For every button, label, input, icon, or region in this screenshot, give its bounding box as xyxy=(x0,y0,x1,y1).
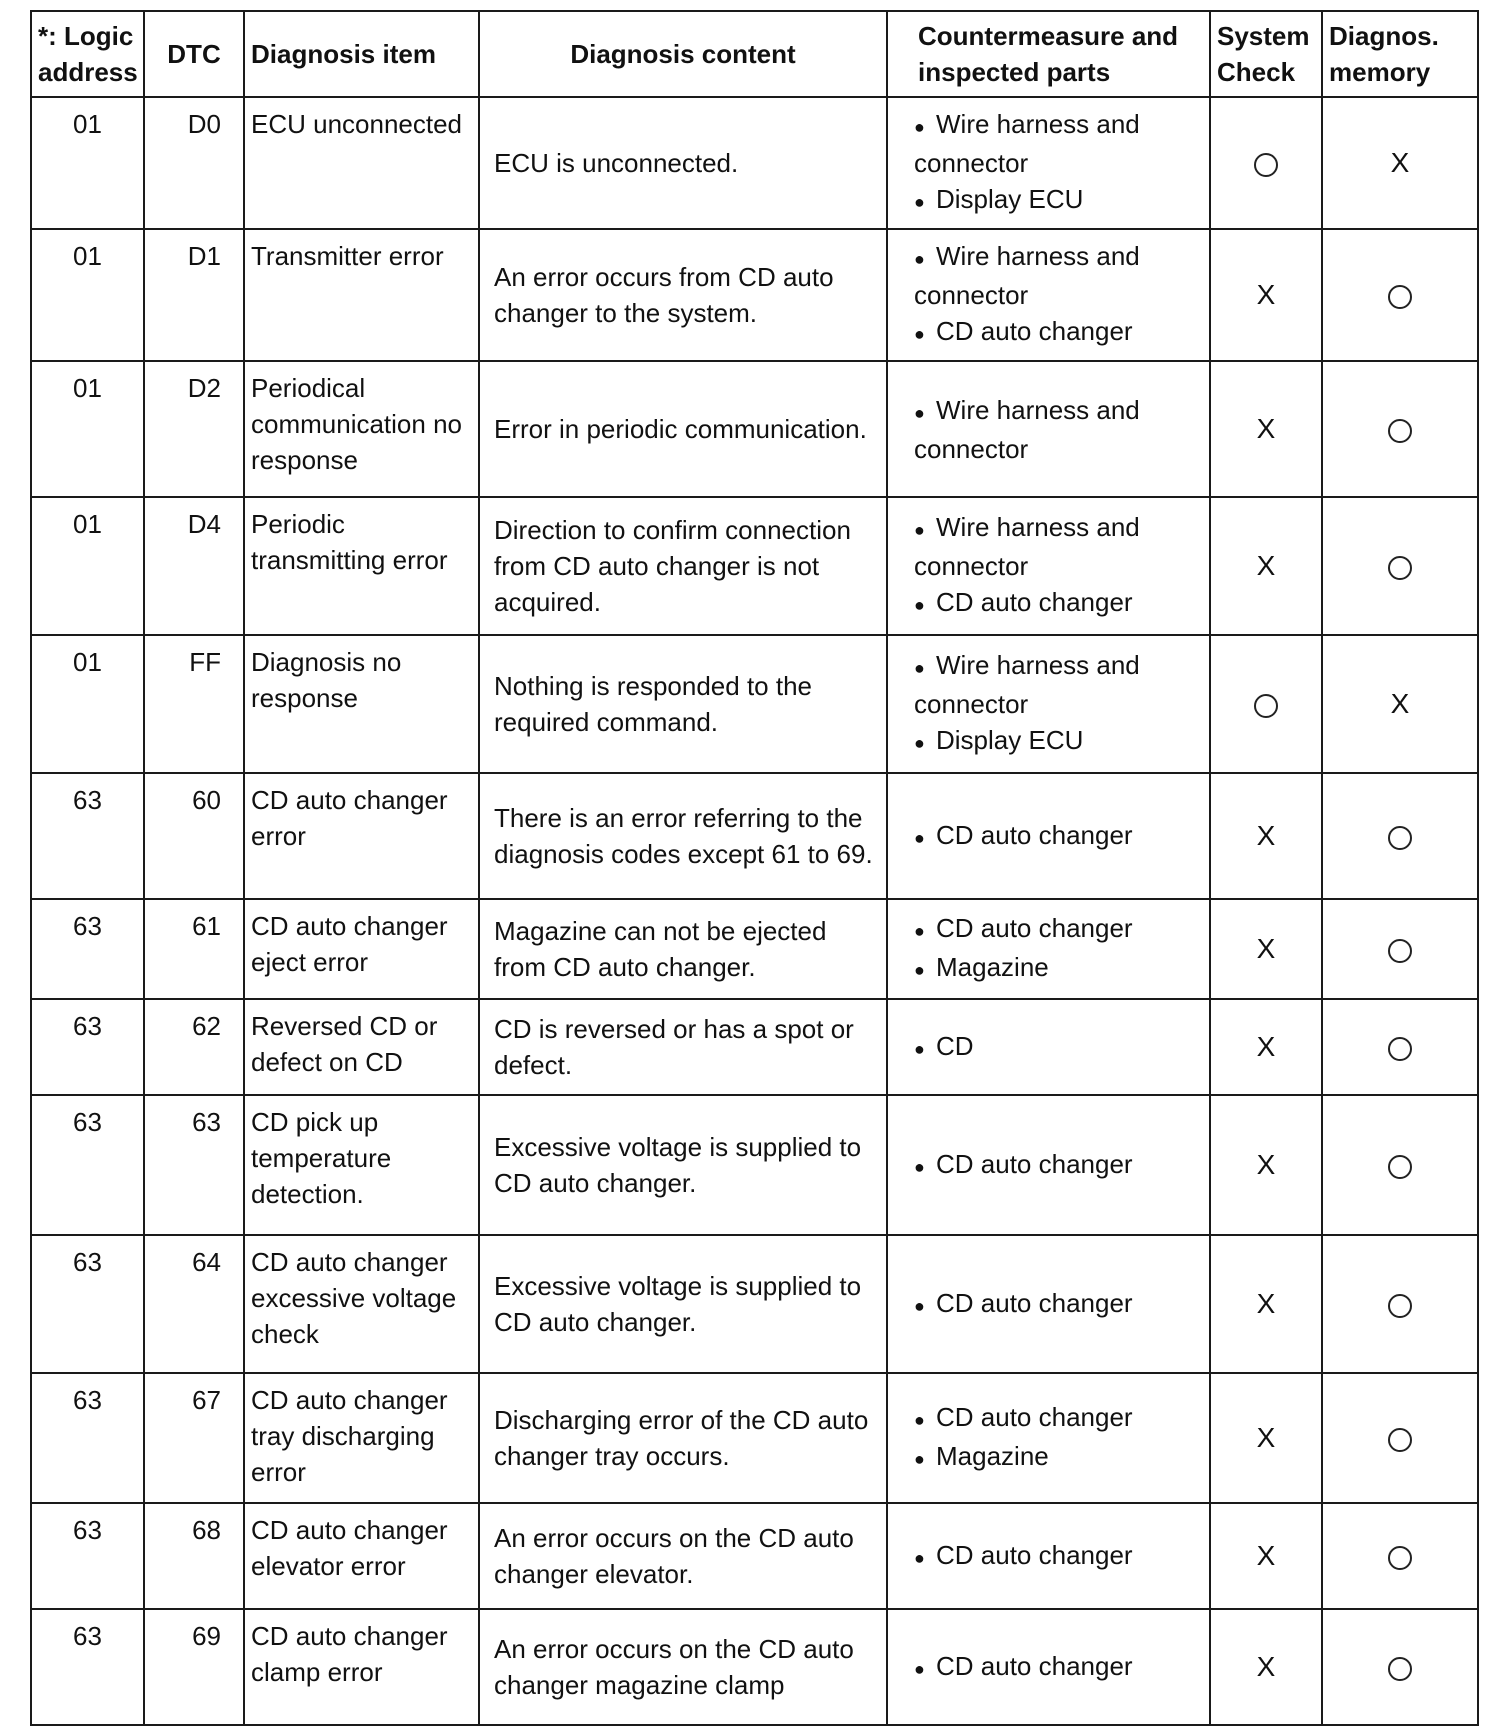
header-system-check: System Check xyxy=(1210,11,1322,97)
circle-mark-icon xyxy=(1388,1294,1412,1318)
bullet-icon: ● xyxy=(914,1156,925,1177)
table-row xyxy=(31,899,1478,999)
table-row xyxy=(31,229,1478,361)
countermeasure-text: CD auto changer xyxy=(936,1539,1133,1570)
x-mark: X xyxy=(1256,550,1276,581)
countermeasure-text: CD auto changer xyxy=(936,316,1133,346)
countermeasure-cell xyxy=(887,497,1210,635)
bullet-icon: ● xyxy=(914,1410,925,1430)
x-mark: X xyxy=(1256,279,1276,310)
countermeasure-item xyxy=(914,584,1209,623)
table-row xyxy=(31,773,1478,899)
bullet-icon: ● xyxy=(914,921,925,941)
system-check-cell xyxy=(1210,899,1322,999)
x-mark: X xyxy=(1256,1422,1276,1453)
circle-mark-icon xyxy=(1388,1155,1412,1179)
system-check-cell xyxy=(1210,1095,1322,1235)
bullet-icon: ● xyxy=(914,827,925,848)
x-mark: X xyxy=(1256,1149,1276,1180)
diagnosis-item-cell: Periodic transmitting error xyxy=(244,497,479,635)
table-row xyxy=(31,1095,1478,1235)
x-mark: X xyxy=(1256,1288,1276,1319)
bullet-icon: ● xyxy=(914,595,925,615)
system-check-cell xyxy=(1210,497,1322,635)
bullet-icon: ● xyxy=(914,1449,925,1469)
diagnosis-item-cell: Periodical communication no response xyxy=(244,361,479,497)
diagnosis-content-cell: An error occurs on the CD auto changer magazine clamp xyxy=(479,1609,887,1725)
x-mark: X xyxy=(1256,1540,1276,1571)
countermeasure-cell xyxy=(887,1373,1210,1503)
header-countermeasure: Countermeasure and inspected parts xyxy=(887,11,1210,97)
circle-mark-icon xyxy=(1388,419,1412,443)
countermeasure-text: Magazine xyxy=(936,1441,1049,1471)
system-check-cell xyxy=(1210,773,1322,899)
diagnosis-content-cell: CD is reversed or has a spot or defect. xyxy=(479,999,887,1095)
countermeasure-item xyxy=(914,313,1209,352)
diagnosis-item-cell: CD auto changer elevator error xyxy=(244,1503,479,1609)
circle-mark-icon xyxy=(1388,1657,1412,1681)
countermeasure-text: Wire harness and connector xyxy=(914,650,1140,719)
system-check-cell xyxy=(1210,1609,1322,1725)
dtc-cell: FF xyxy=(144,635,244,773)
bullet-icon: ● xyxy=(914,733,925,753)
diagnosis-item-cell: CD auto changer eject error xyxy=(244,899,479,999)
bullet-icon: ● xyxy=(914,192,925,212)
diagnosis-item-cell: CD auto changer tray discharging error xyxy=(244,1373,479,1503)
countermeasure-text: CD auto changer xyxy=(936,587,1133,617)
diagnosis-content-cell: Excessive voltage is supplied to CD auto changer. xyxy=(479,1095,887,1235)
dtc-cell: 69 xyxy=(144,1609,244,1725)
dtc-cell: D2 xyxy=(144,361,244,497)
countermeasure-cell xyxy=(887,635,1210,773)
countermeasure-text: Display ECU xyxy=(936,725,1084,755)
diagnos-memory-cell xyxy=(1322,97,1478,229)
countermeasure-text: Wire harness and connector xyxy=(914,241,1140,310)
bullet-icon: ● xyxy=(914,520,925,540)
dtc-cell: 61 xyxy=(144,899,244,999)
table-row xyxy=(31,97,1478,229)
circle-mark-icon xyxy=(1388,939,1412,963)
countermeasure-item xyxy=(914,910,1209,949)
logic-address-cell: 63 xyxy=(31,899,144,999)
bullet-icon: ● xyxy=(914,249,925,269)
countermeasure-item xyxy=(914,1648,1209,1687)
circle-mark-icon xyxy=(1388,1546,1412,1570)
table-row xyxy=(31,1503,1478,1609)
circle-mark-icon xyxy=(1388,285,1412,309)
logic-address-cell: 63 xyxy=(31,999,144,1095)
countermeasure-text: Wire harness and connector xyxy=(914,394,1140,464)
table-row xyxy=(31,1609,1478,1725)
countermeasure-cell xyxy=(887,1503,1210,1609)
diagnosis-item-cell: CD auto changer clamp error xyxy=(244,1609,479,1725)
diagnosis-item-cell: CD auto changer excessive voltage check xyxy=(244,1235,479,1373)
system-check-cell xyxy=(1210,1235,1322,1373)
countermeasure-text: Wire harness and connector xyxy=(914,109,1140,178)
diagnosis-content-cell: Excessive voltage is supplied to CD auto changer. xyxy=(479,1235,887,1373)
countermeasure-item xyxy=(914,181,1209,220)
table-body xyxy=(31,97,1478,1725)
countermeasure-item xyxy=(914,949,1209,988)
dtc-cell: 62 xyxy=(144,999,244,1095)
table-header-row xyxy=(31,11,1478,97)
dtc-cell: 67 xyxy=(144,1373,244,1503)
countermeasure-cell xyxy=(887,229,1210,361)
table-row xyxy=(31,1373,1478,1503)
system-check-cell xyxy=(1210,635,1322,773)
diagnos-memory-cell xyxy=(1322,1235,1478,1373)
countermeasure-cell xyxy=(887,1235,1210,1373)
system-check-cell xyxy=(1210,97,1322,229)
diagnos-memory-cell xyxy=(1322,1609,1478,1725)
diagnosis-content-cell: An error occurs on the CD auto changer elevator. xyxy=(479,1503,887,1609)
x-mark: X xyxy=(1256,1651,1276,1682)
diagnosis-content-cell: ECU is unconnected. xyxy=(479,97,887,229)
diagnos-memory-cell xyxy=(1322,635,1478,773)
countermeasure-item xyxy=(914,509,1209,584)
countermeasure-text: Wire harness and connector xyxy=(914,512,1140,581)
dtc-cell: 60 xyxy=(144,773,244,899)
bullet-icon: ● xyxy=(914,117,925,137)
dtc-cell: D4 xyxy=(144,497,244,635)
countermeasure-text: CD auto changer xyxy=(936,913,1133,943)
x-mark: X xyxy=(1256,820,1276,851)
diagnosis-content-cell: Magazine can not be ejected from CD auto changer. xyxy=(479,899,887,999)
table-row xyxy=(31,1235,1478,1373)
header-diagnosis-content: Diagnosis content xyxy=(479,11,887,97)
header-logic-address: *: Logic address xyxy=(31,11,144,97)
table-row xyxy=(31,497,1478,635)
countermeasure-item xyxy=(914,1285,1209,1324)
countermeasure-item xyxy=(914,1399,1209,1438)
bullet-icon: ● xyxy=(914,960,925,980)
diagnos-memory-cell xyxy=(1322,497,1478,635)
bullet-icon: ● xyxy=(914,324,925,344)
diagnos-memory-cell xyxy=(1322,773,1478,899)
bullet-icon: ● xyxy=(914,1547,925,1568)
countermeasure-cell xyxy=(887,1095,1210,1235)
circle-mark-icon xyxy=(1388,1428,1412,1452)
diagnos-memory-cell xyxy=(1322,1503,1478,1609)
diagnos-memory-cell xyxy=(1322,229,1478,361)
circle-mark-icon xyxy=(1254,153,1278,177)
diagnosis-item-cell: CD pick up temperature detection. xyxy=(244,1095,479,1235)
countermeasure-cell xyxy=(887,773,1210,899)
dtc-cell: D0 xyxy=(144,97,244,229)
countermeasure-text: CD auto changer xyxy=(936,819,1133,850)
diagnosis-content-cell: An error occurs from CD auto changer to the system. xyxy=(479,229,887,361)
countermeasure-item xyxy=(914,106,1209,181)
bullet-icon: ● xyxy=(914,1658,925,1679)
header-dtc: DTC xyxy=(144,11,244,97)
dtc-cell: 68 xyxy=(144,1503,244,1609)
countermeasure-item xyxy=(914,722,1209,761)
circle-mark-icon xyxy=(1388,556,1412,580)
diagnosis-item-cell: Diagnosis no response xyxy=(244,635,479,773)
logic-address-cell: 63 xyxy=(31,1503,144,1609)
countermeasure-item xyxy=(914,1537,1209,1576)
diagnos-memory-cell xyxy=(1322,361,1478,497)
header-diagnosis-item: Diagnosis item xyxy=(244,11,479,97)
diagnosis-content-cell: Discharging error of the CD auto changer tray occurs. xyxy=(479,1373,887,1503)
diagnosis-content-cell: There is an error referring to the diagnosis codes except 61 to 69. xyxy=(479,773,887,899)
diagnos-memory-cell xyxy=(1322,1373,1478,1503)
x-mark: X xyxy=(1256,413,1276,444)
diagnosis-content-cell: Nothing is responded to the required command. xyxy=(479,635,887,773)
circle-mark-icon xyxy=(1254,694,1278,718)
table-row xyxy=(31,635,1478,773)
diagnos-memory-cell xyxy=(1322,999,1478,1095)
logic-address-cell: 63 xyxy=(31,1373,144,1503)
diagnosis-item-cell: ECU unconnected xyxy=(244,97,479,229)
dtc-table xyxy=(30,10,1479,1726)
countermeasure-cell xyxy=(887,899,1210,999)
diagnosis-item-cell: CD auto changer error xyxy=(244,773,479,899)
diagnosis-item-cell: Reversed CD or defect on CD xyxy=(244,999,479,1095)
countermeasure-item xyxy=(914,1438,1209,1477)
logic-address-cell: 01 xyxy=(31,497,144,635)
logic-address-cell: 01 xyxy=(31,635,144,773)
system-check-cell xyxy=(1210,1373,1322,1503)
logic-address-cell: 63 xyxy=(31,1609,144,1725)
system-check-cell xyxy=(1210,1503,1322,1609)
countermeasure-item xyxy=(914,817,1209,856)
x-mark: X xyxy=(1390,688,1410,719)
countermeasure-text: CD auto changer xyxy=(936,1650,1133,1681)
logic-address-cell: 63 xyxy=(31,773,144,899)
bullet-icon: ● xyxy=(914,1295,925,1316)
circle-mark-icon xyxy=(1388,1037,1412,1061)
countermeasure-cell xyxy=(887,1609,1210,1725)
countermeasure-text: Display ECU xyxy=(936,184,1084,214)
x-mark: X xyxy=(1390,147,1410,178)
bullet-icon: ● xyxy=(914,658,925,678)
logic-address-cell: 01 xyxy=(31,229,144,361)
dtc-cell: 63 xyxy=(144,1095,244,1235)
countermeasure-text: CD auto changer xyxy=(936,1148,1133,1179)
countermeasure-item xyxy=(914,647,1209,722)
diagnos-memory-cell xyxy=(1322,899,1478,999)
countermeasure-text: CD auto changer xyxy=(936,1402,1133,1432)
x-mark: X xyxy=(1256,1031,1276,1062)
countermeasure-item xyxy=(914,392,1209,467)
countermeasure-item xyxy=(914,1146,1209,1185)
circle-mark-icon xyxy=(1388,826,1412,850)
header-diagnos-memory: Diagnos. memory xyxy=(1322,11,1478,97)
dtc-cell: D1 xyxy=(144,229,244,361)
logic-address-cell: 63 xyxy=(31,1235,144,1373)
diagnosis-content-cell: Error in periodic communication. xyxy=(479,361,887,497)
dtc-table-sheet xyxy=(30,10,1477,1726)
dtc-cell: 64 xyxy=(144,1235,244,1373)
logic-address-cell: 63 xyxy=(31,1095,144,1235)
bullet-icon: ● xyxy=(914,402,925,423)
bullet-icon: ● xyxy=(914,1038,925,1059)
system-check-cell xyxy=(1210,999,1322,1095)
logic-address-cell: 01 xyxy=(31,361,144,497)
countermeasure-cell xyxy=(887,97,1210,229)
countermeasure-text: CD xyxy=(936,1030,974,1061)
countermeasure-text: CD auto changer xyxy=(936,1287,1133,1318)
diagnosis-content-cell: Direction to confirm connection from CD auto changer is not acquired. xyxy=(479,497,887,635)
countermeasure-text: Magazine xyxy=(936,952,1049,982)
countermeasure-cell xyxy=(887,999,1210,1095)
countermeasure-item xyxy=(914,238,1209,313)
table-row xyxy=(31,361,1478,497)
diagnosis-item-cell: Transmitter error xyxy=(244,229,479,361)
logic-address-cell: 01 xyxy=(31,97,144,229)
system-check-cell xyxy=(1210,361,1322,497)
x-mark: X xyxy=(1256,933,1276,964)
table-row xyxy=(31,999,1478,1095)
countermeasure-cell xyxy=(887,361,1210,497)
system-check-cell xyxy=(1210,229,1322,361)
diagnos-memory-cell xyxy=(1322,1095,1478,1235)
countermeasure-item xyxy=(914,1028,1209,1067)
